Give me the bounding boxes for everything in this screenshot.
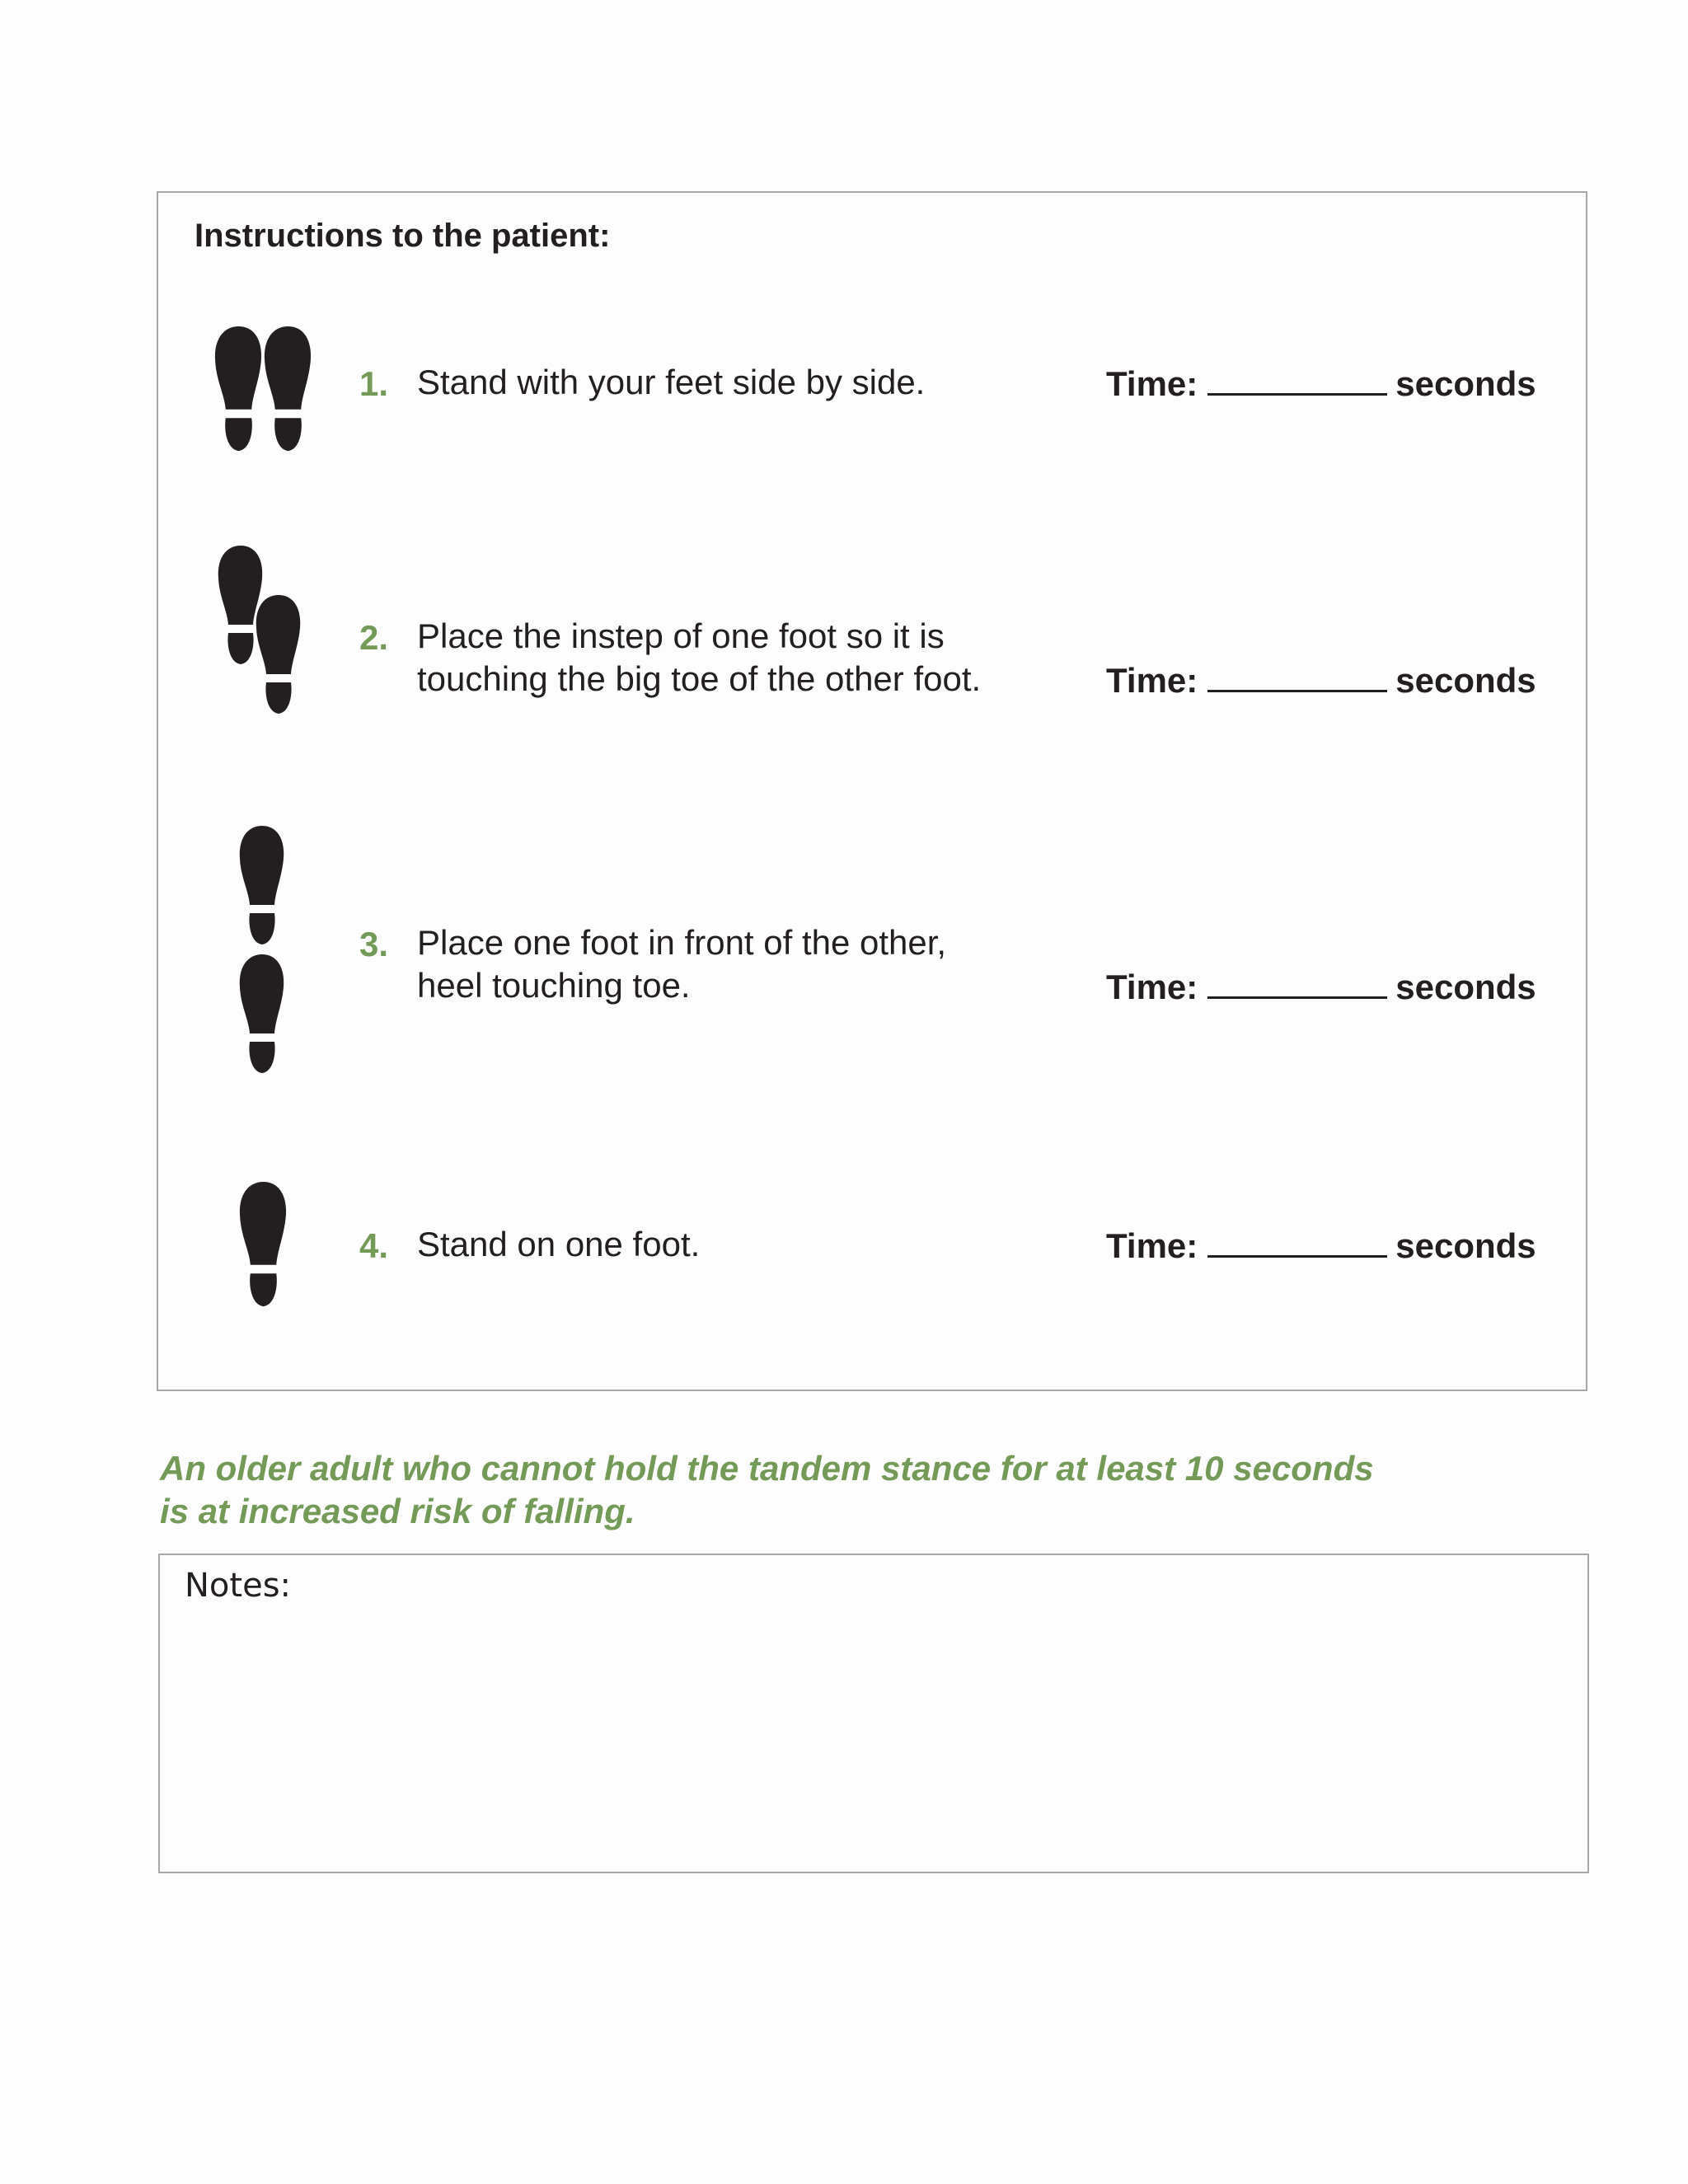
step-3-line-1: Place one foot in front of the other,: [417, 923, 947, 962]
instructions-panel: [157, 191, 1587, 1391]
time-label: Time:: [1106, 661, 1198, 700]
step-2-time: [1106, 661, 1536, 701]
notes-box[interactable]: [158, 1554, 1589, 1873]
fall-risk-warning: [160, 1447, 1374, 1533]
step-2-line-2: touching the big toe of the other foot.: [417, 659, 982, 698]
time-label: Time:: [1106, 364, 1198, 403]
step-3-number: 3.: [359, 925, 389, 963]
single-foot-icon: [234, 1179, 292, 1315]
feet-tandem-icon: [234, 826, 292, 1091]
step-2-text: [417, 615, 981, 701]
step-1-time: [1106, 364, 1536, 404]
step-3-text: [417, 921, 946, 1007]
warning-line-2: is at increased risk of falling.: [160, 1492, 635, 1530]
time-label: Time:: [1106, 968, 1198, 1006]
feet-side-by-side-icon: [209, 323, 316, 460]
step-1-text: [417, 361, 925, 404]
seconds-label: seconds: [1395, 661, 1536, 700]
step-3-time: [1106, 968, 1536, 1007]
seconds-label: seconds: [1395, 968, 1536, 1006]
step-2-line-1: Place the instep of one foot so it is: [417, 616, 945, 655]
time-blank-field[interactable]: [1207, 996, 1387, 999]
step-4-number: 4.: [359, 1226, 389, 1265]
feet-semi-tandem-icon: [216, 546, 307, 740]
time-label: Time:: [1106, 1226, 1198, 1265]
step-4-line-1: Stand on one foot.: [417, 1225, 701, 1263]
notes-label: Notes:: [185, 1567, 292, 1605]
step-3-line-2: heel touching toe.: [417, 966, 691, 1005]
step-4-time: [1106, 1226, 1536, 1266]
warning-line-1: An older adult who cannot hold the tandem stance for at least 10 seconds: [160, 1449, 1374, 1488]
seconds-label: seconds: [1395, 364, 1536, 403]
time-blank-field[interactable]: [1207, 392, 1387, 396]
step-1-line-1: Stand with your feet side by side.: [417, 363, 926, 401]
instructions-title: Instructions to the patient:: [195, 218, 611, 254]
step-2-number: 2.: [359, 618, 389, 657]
step-1-number: 1.: [359, 364, 389, 403]
step-4-text: [417, 1223, 700, 1266]
seconds-label: seconds: [1395, 1226, 1536, 1265]
time-blank-field[interactable]: [1207, 1254, 1387, 1258]
time-blank-field[interactable]: [1207, 689, 1387, 692]
